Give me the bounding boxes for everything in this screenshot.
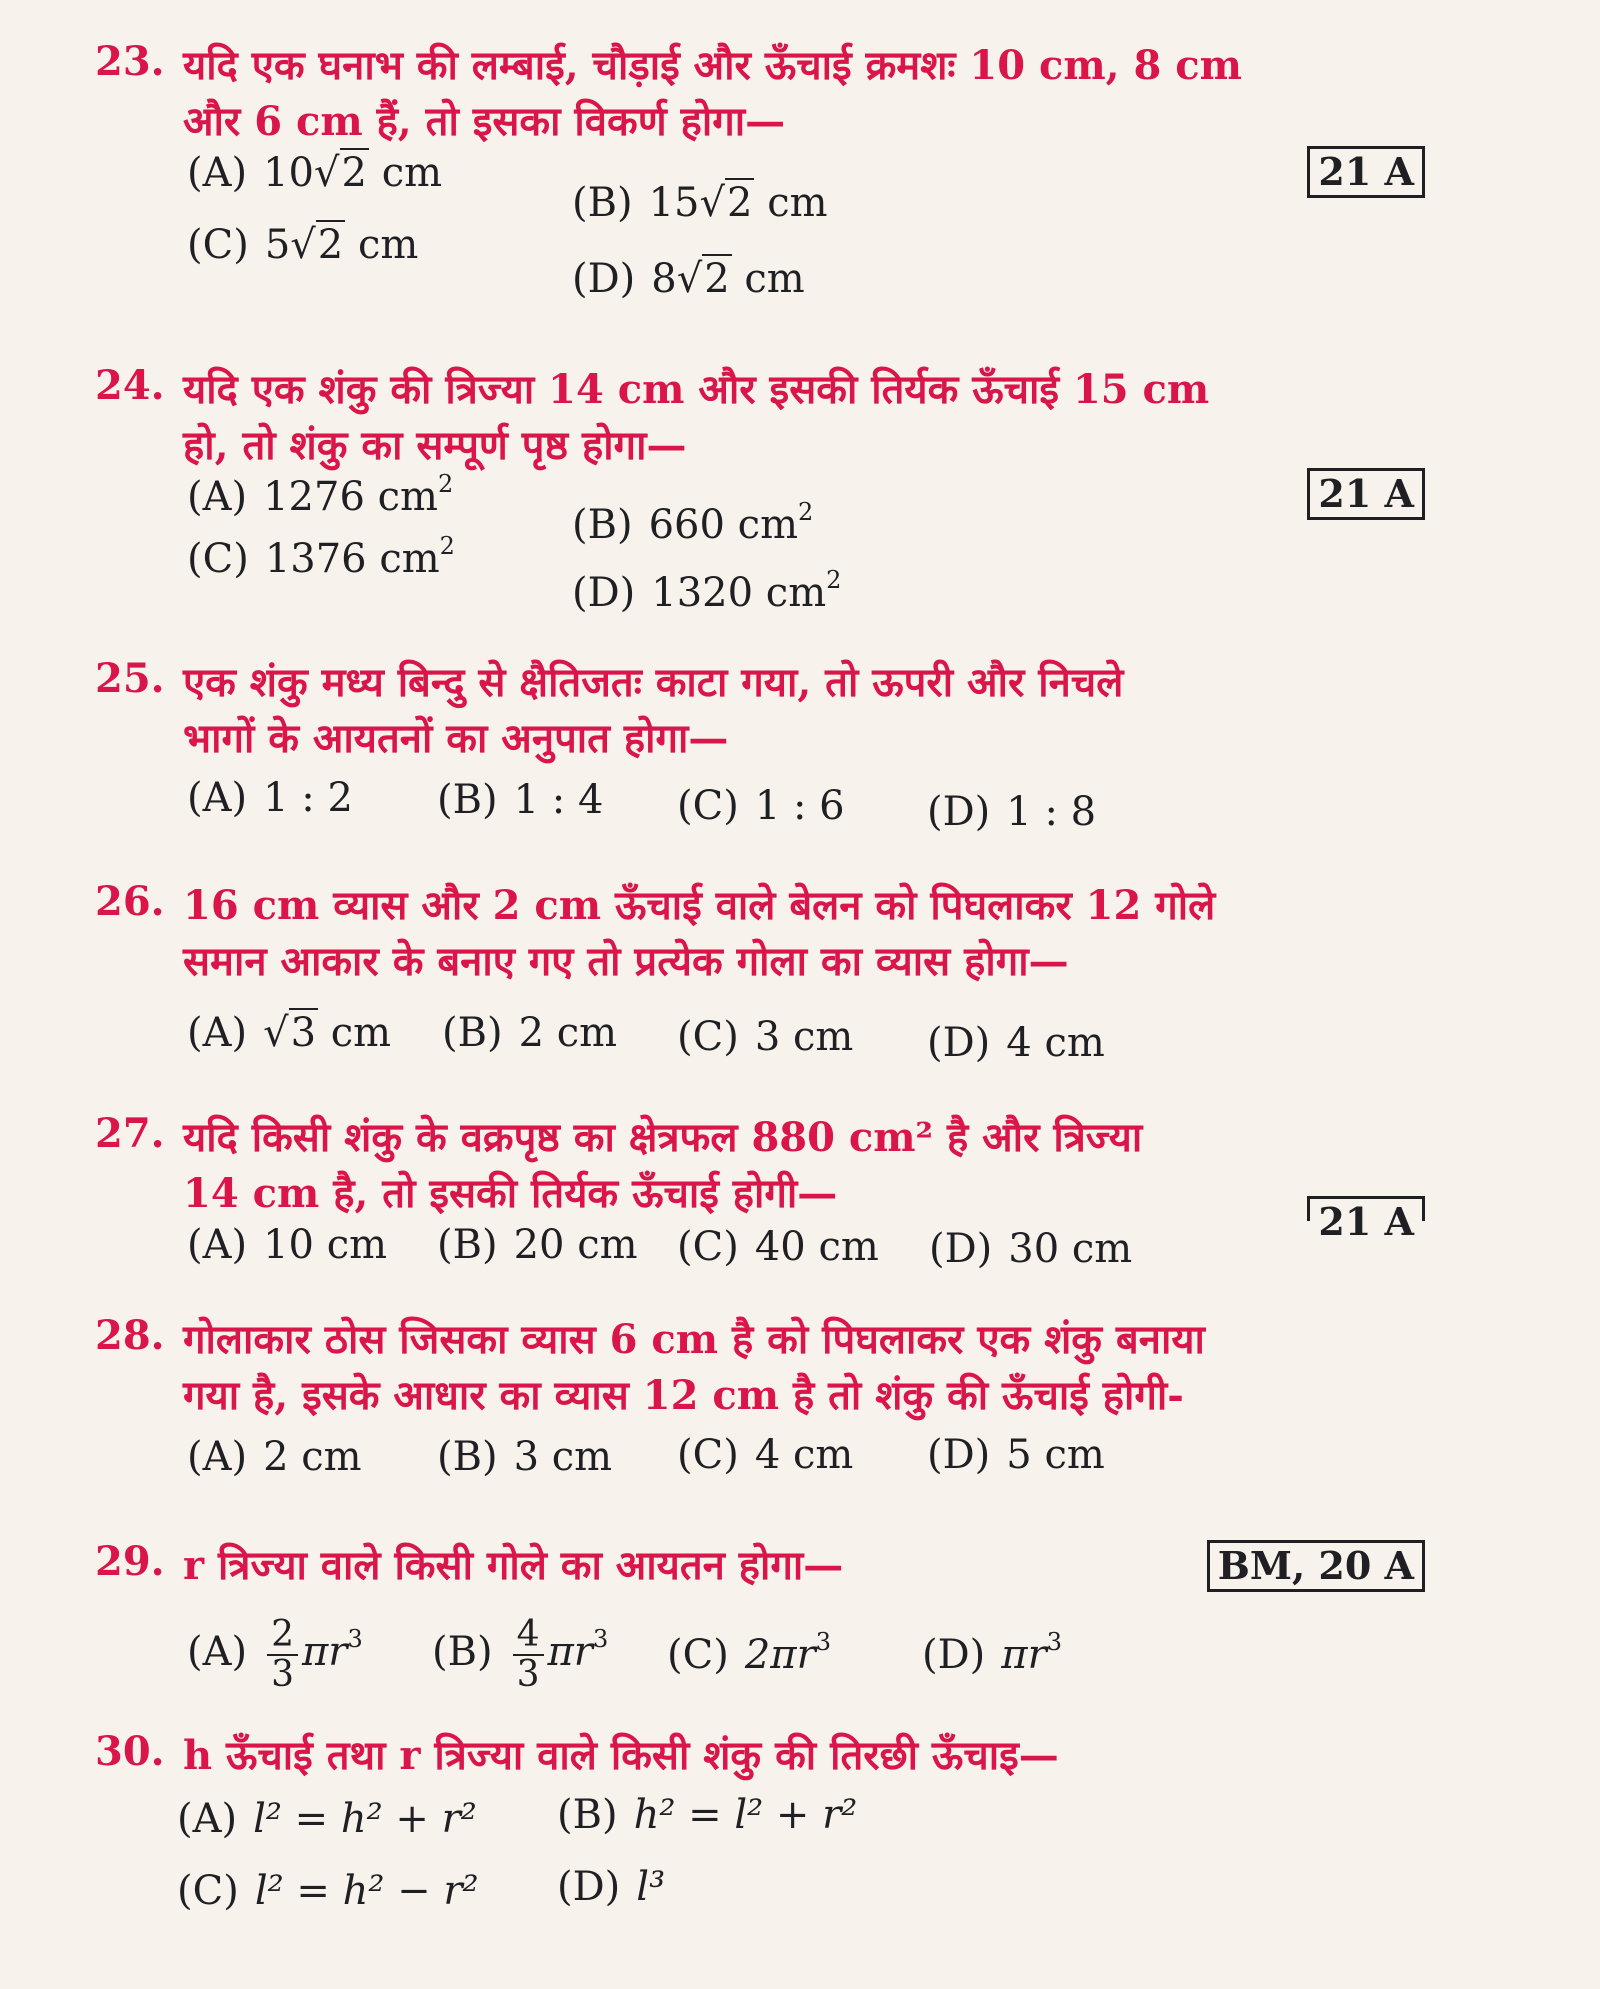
question-28 (95, 1312, 1425, 1484)
option-d (927, 789, 1096, 835)
question-text (183, 1728, 1425, 1784)
option-value: 10 cm (263, 1222, 388, 1268)
option-a (187, 775, 353, 821)
option-value: 4 cm (1006, 1020, 1105, 1066)
option-b (442, 1010, 617, 1056)
exam-tag: 21 A (1307, 146, 1425, 198)
option-coef: 5 (264, 222, 291, 268)
question-number: 25. (95, 655, 165, 702)
question-line: यदि किसी शंकु के वक्रपृष्ठ का क्षेत्रफल 880 cm² है और त्रिज्या (183, 1114, 1143, 1161)
option-label: (C) (677, 1432, 739, 1478)
option-d (557, 1864, 665, 1910)
option-label: (A) (187, 474, 248, 520)
option-label: (C) (187, 536, 249, 582)
option-value: 1 : 2 (263, 775, 353, 821)
superscript: 2 (798, 498, 814, 526)
option-label: (B) (437, 1434, 498, 1480)
option-label: (A) (187, 1629, 248, 1675)
option-unit: cm (744, 256, 805, 302)
option-value: 660 cm (648, 502, 799, 548)
option-label: (A) (187, 150, 248, 196)
option-d (927, 1020, 1105, 1066)
option-value: l² = h² − r² (254, 1868, 479, 1914)
option-label: (B) (437, 777, 498, 823)
option-label: (C) (667, 1632, 729, 1678)
options (177, 1784, 1425, 1964)
option-value: πr (1001, 1632, 1047, 1678)
superscript: 2 (826, 566, 842, 594)
superscript: 3 (347, 1625, 363, 1653)
option-label: (B) (572, 180, 633, 226)
option-c (677, 1432, 853, 1478)
option-value: 4 cm (754, 1432, 854, 1478)
option-value: 2 cm (263, 1434, 362, 1480)
question-number: 23. (95, 38, 165, 85)
option-label: (D) (927, 1020, 991, 1066)
option-label: (D) (927, 789, 991, 835)
option-a (187, 1010, 391, 1056)
sqrt-symbol: √3 (263, 1010, 317, 1056)
option-value: 2πr (744, 1632, 816, 1678)
question-number: 28. (95, 1312, 165, 1359)
question-text (183, 878, 1425, 990)
option-b (437, 1222, 638, 1268)
question-number: 30. (95, 1728, 165, 1775)
options (187, 470, 1425, 616)
option-label: (C) (677, 1224, 739, 1270)
options (187, 1594, 1425, 1704)
options (187, 990, 1425, 1066)
option-value: l³ (636, 1864, 666, 1910)
option-c (677, 1224, 879, 1270)
option-unit: cm (767, 180, 828, 226)
option-d (922, 1628, 1062, 1678)
option-value: h² = l² + r² (633, 1792, 858, 1838)
superscript: 3 (592, 1625, 609, 1653)
question-line: गोलाकार ठोस जिसका व्यास 6 cm है को पिघलाकर एक शंकु बनाया (183, 1316, 1205, 1363)
option-value: 1320 cm (651, 570, 827, 616)
option-label: (B) (442, 1010, 503, 1056)
fraction (513, 1616, 544, 1694)
question-text (183, 38, 1425, 150)
question-29 (95, 1538, 1425, 1704)
option-value: 20 cm (513, 1222, 638, 1268)
option-value: 30 cm (1008, 1226, 1133, 1272)
option-label: (B) (557, 1792, 618, 1838)
option-c (187, 222, 418, 268)
superscript: 2 (439, 532, 455, 560)
exam-tag: 21 A (1307, 1196, 1425, 1221)
option-value: 1276 cm (263, 474, 438, 520)
options (187, 1424, 1425, 1484)
numerator: 4 (513, 1616, 544, 1656)
option-a (187, 1616, 363, 1694)
options (187, 1222, 1425, 1282)
option-label: (B) (432, 1629, 493, 1675)
question-line: 16 cm व्यास और 2 cm ऊँचाई वाले बेलन को पिघलाकर 12 गोले (183, 882, 1216, 929)
sqrt-symbol: √2 (699, 180, 753, 226)
option-b (572, 180, 828, 226)
option-label: (D) (572, 256, 636, 302)
question-text (183, 655, 1425, 767)
question-text (183, 362, 1425, 474)
option-value: πr (547, 1629, 593, 1675)
question-line: एक शंकु मध्य बिन्दु से क्षैतिजतः काटा गया, तो ऊपरी और निचले (183, 659, 1124, 706)
radicand: 3 (290, 1010, 317, 1056)
question-line: हो, तो शंकु का सम्पूर्ण पृष्ठ होगा— (183, 422, 687, 469)
option-value: 1376 cm (264, 536, 440, 582)
option-label: (D) (557, 1864, 621, 1910)
question-24 (95, 362, 1425, 614)
option-value: 3 cm (513, 1434, 613, 1480)
option-value: 1 : 4 (513, 777, 604, 823)
radicand: 2 (341, 150, 367, 196)
option-label: (D) (572, 570, 636, 616)
question-number: 29. (95, 1538, 165, 1585)
denominator: 3 (271, 1654, 295, 1695)
question-25 (95, 655, 1425, 837)
radicand: 2 (704, 256, 730, 302)
option-label: (A) (187, 775, 248, 821)
option-b (557, 1792, 857, 1838)
superscript: 2 (437, 470, 454, 498)
option-b (437, 777, 603, 823)
radicand: 2 (727, 180, 753, 226)
question-27 (95, 1110, 1425, 1282)
option-a (187, 1434, 362, 1480)
option-label: (D) (929, 1226, 993, 1272)
option-label: (D) (927, 1432, 991, 1478)
radicand: 2 (317, 222, 344, 268)
sqrt-symbol: √2 (290, 222, 344, 268)
option-label: (B) (437, 1222, 498, 1268)
question-line: भागों के आयतनों का अनुपात होगा— (183, 715, 729, 762)
option-a (177, 1796, 477, 1842)
option-coef: 15 (648, 180, 700, 226)
options (187, 767, 1425, 837)
question-26 (95, 878, 1425, 1066)
option-label: (A) (187, 1010, 248, 1056)
question-line: गया है, इसके आधार का व्यास 12 cm है तो शंकु की ऊँचाई होगी- (183, 1372, 1184, 1419)
option-unit: cm (330, 1010, 392, 1056)
question-number: 27. (95, 1110, 165, 1157)
option-value: 2 cm (518, 1010, 618, 1056)
option-unit: cm (381, 150, 443, 196)
question-number: 24. (95, 362, 165, 409)
sqrt-symbol: √2 (676, 256, 730, 302)
option-label: (A) (177, 1796, 238, 1842)
option-c (177, 1868, 479, 1914)
question-text (183, 1312, 1425, 1424)
option-unit: cm (357, 222, 419, 268)
option-coef: 10 (263, 150, 315, 196)
option-b (437, 1434, 612, 1480)
sqrt-symbol: √2 (314, 150, 367, 196)
option-c (677, 783, 845, 829)
option-d (572, 566, 842, 616)
option-d (929, 1226, 1132, 1272)
option-value: 40 cm (754, 1224, 879, 1270)
exam-tag: BM, 20 A (1207, 1540, 1425, 1592)
option-value: 1 : 8 (1006, 789, 1097, 835)
question-30 (95, 1728, 1425, 1964)
option-label: (C) (177, 1868, 239, 1914)
denominator: 3 (516, 1654, 540, 1695)
option-a (187, 470, 454, 520)
numerator: 2 (267, 1616, 298, 1656)
question-line: 14 cm है, तो इसकी तिर्यक ऊँचाई होगी— (183, 1170, 838, 1217)
exam-tag: 21 A (1307, 468, 1425, 520)
option-a (187, 1222, 387, 1268)
option-b (572, 498, 814, 548)
option-coef: 8 (651, 256, 677, 302)
question-line: h ऊँचाई तथा r त्रिज्या वाले किसी शंकु की तिरछी ऊँचाइ— (183, 1732, 1059, 1779)
question-line: और 6 cm हैं, तो इसका विकर्ण होगा— (183, 98, 786, 145)
superscript: 3 (1046, 1628, 1062, 1656)
fraction (267, 1616, 298, 1694)
option-b (432, 1616, 608, 1694)
option-a (187, 150, 442, 196)
option-value: 5 cm (1006, 1432, 1105, 1478)
option-d (572, 256, 805, 302)
option-label: (D) (922, 1632, 986, 1678)
question-line: r त्रिज्या वाले किसी गोले का आयतन होगा— (183, 1542, 844, 1589)
superscript: 3 (815, 1628, 831, 1656)
option-value: l² = h² + r² (253, 1796, 477, 1842)
question-line: यदि एक घनाभ की लम्बाई, चौड़ाई और ऊँचाई क्रमशः 10 cm, 8 cm (183, 42, 1242, 89)
option-label: (B) (572, 502, 633, 548)
option-c (187, 532, 455, 582)
question-line: यदि एक शंकु की त्रिज्या 14 cm और इसकी तिर्यक ऊँचाई 15 cm (183, 366, 1210, 413)
question-23 (95, 38, 1425, 300)
option-value: 3 cm (754, 1014, 854, 1060)
option-c (667, 1628, 831, 1678)
option-label: (A) (187, 1434, 248, 1480)
option-c (677, 1014, 853, 1060)
option-label: (A) (187, 1222, 248, 1268)
question-text (183, 1110, 1425, 1222)
question-number: 26. (95, 878, 165, 925)
option-value: 1 : 6 (754, 783, 845, 829)
option-label: (C) (677, 1014, 739, 1060)
option-label: (C) (187, 222, 249, 268)
option-value: πr (302, 1629, 348, 1675)
question-line: समान आकार के बनाए गए तो प्रत्येक गोला का व्यास होगा— (183, 938, 1069, 985)
options (187, 150, 1425, 300)
option-d (927, 1432, 1105, 1478)
option-label: (C) (677, 783, 739, 829)
